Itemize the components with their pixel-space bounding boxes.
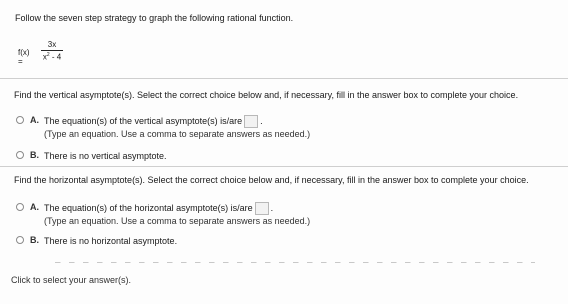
q2-option-b-radio[interactable] xyxy=(16,236,24,244)
q2-option-a-hint: (Type an equation. Use a comma to separate answers as needed.) xyxy=(44,216,311,227)
q1-option-a-text: The equation(s) of the vertical asymptote(s) is/are xyxy=(44,116,243,126)
option-letter: B. xyxy=(30,150,39,160)
q1-answer-box[interactable] xyxy=(244,115,258,128)
q1-option-a-hint: (Type an equation. Use a comma to separate answers as needed.) xyxy=(44,129,311,140)
function-fraction xyxy=(41,40,63,62)
divider xyxy=(0,166,568,167)
q1-option-a-radio[interactable] xyxy=(16,116,24,124)
function-numerator: 3x xyxy=(47,40,57,49)
option-letter: A. xyxy=(30,115,39,125)
option-letter: A. xyxy=(30,202,39,212)
q1-option-b-text: There is no vertical asymptote. xyxy=(44,151,167,161)
q2-option-b-text: There is no horizontal asymptote. xyxy=(44,236,178,246)
q2-option-a-radio[interactable] xyxy=(16,203,24,211)
fraction-bar xyxy=(41,50,63,51)
q1-option-b[interactable] xyxy=(16,150,167,162)
dotted-separator xyxy=(55,262,535,263)
q2-option-b[interactable] xyxy=(16,235,177,247)
function-denominator: $x^2 - 4$ xyxy=(42,52,62,62)
q2-option-a-text: The equation(s) of the horizontal asymptote(s) is/are xyxy=(44,203,253,213)
function-lhs: f(x) = xyxy=(18,48,30,66)
q2-option-a[interactable]: A. The equation(s) of the horizontal asymptote(s) is/are . (Type an equation. Use a comma to separate answers as needed.) xyxy=(16,202,310,227)
option-letter: B. xyxy=(30,235,39,245)
q1-option-b-radio[interactable] xyxy=(16,151,24,159)
divider xyxy=(0,78,568,79)
instructions-text: Follow the seven step strategy to graph the following rational function. xyxy=(15,13,294,23)
q2-answer-box[interactable] xyxy=(255,202,269,215)
question-2-prompt: Find the horizontal asymptote(s). Select the correct choice below and, if necessary, fill in the answer box to complete your choice. xyxy=(14,175,529,185)
footer-hint: Click to select your answer(s). xyxy=(11,275,132,285)
question-1-prompt: Find the vertical asymptote(s). Select the correct choice below and, if necessary, fill in the answer box to complete your choice. xyxy=(14,90,519,100)
q1-option-a[interactable]: A. The equation(s) of the vertical asymptote(s) is/are . (Type an equation. Use a comma to separate answers as needed.) xyxy=(16,115,310,140)
